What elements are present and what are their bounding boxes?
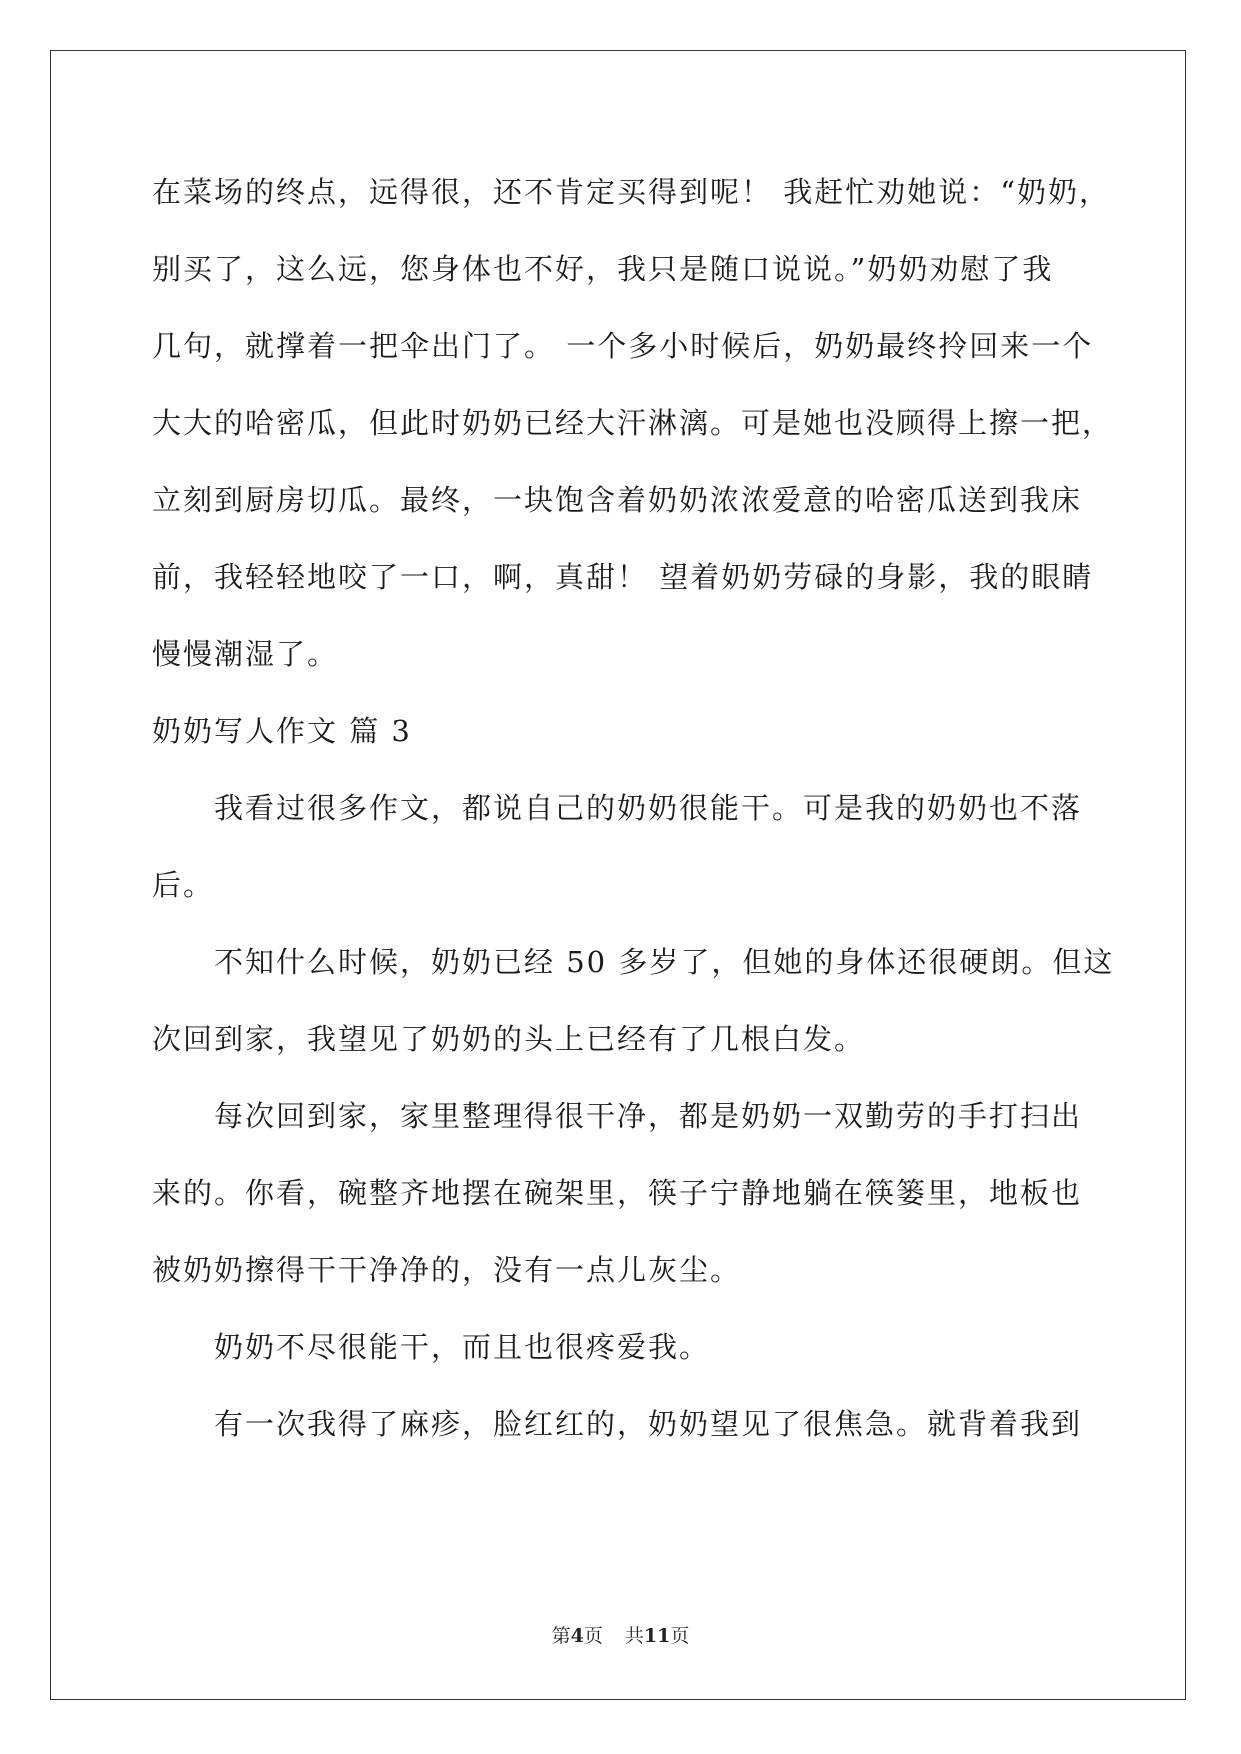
page-number: 4 [570,1625,584,1647]
paragraph-line: 来的。你看，碗整齐地摆在碗架里，筷子宁静地躺在筷篓里，地板也 [152,1176,1083,1210]
text-line: 大大的哈密瓜，但此时奶奶已经大汗淋漓。可是她也没顾得上擦一把， [152,406,1114,440]
paragraph-line: 有一次我得了麻疹，脸红红的，奶奶望见了很焦急。就背着我到 [214,1407,1083,1441]
paragraph-line: 不知什么时候，奶奶已经 50 多岁了，但她的身体还很硬朗。但这 [214,945,1115,979]
text-line: 别买了，这么远，您身体也不好，我只是随口说说。”奶奶劝慰了我 [152,252,1054,286]
text-line: 在菜场的终点，远得很，还不肯定买得到呢！ 我赶忙劝她说：“奶奶， [152,175,1111,209]
total-pages: 11 [643,1625,671,1647]
page-footer [0,1621,1241,1648]
text-line: 前，我轻轻地咬了一口，啊，真甜！ 望着奶奶劳碌的身影，我的眼睛 [152,560,1094,594]
paragraph-line: 被奶奶擦得干干净净的，没有一点儿灰尘。 [152,1253,742,1287]
text-line: 立刻到厨房切瓜。最终，一块饱含着奶奶浓浓爱意的哈密瓜送到我床 [152,483,1083,517]
paragraph-line: 每次回到家，家里整理得很干净，都是奶奶一双勤劳的手打扫出 [214,1099,1083,1133]
section-heading: 奶奶写人作文 篇 3 [152,714,412,748]
paragraph-line: 次回到家，我望见了奶奶的头上已经有了几根白发。 [152,1022,866,1056]
page-prefix: 第 [551,1625,571,1647]
paragraph-line: 我看过很多作文，都说自己的奶奶很能干。可是我的奶奶也不落 [214,791,1083,825]
paragraph-line: 奶奶不尽很能干，而且也很疼爱我。 [214,1330,711,1364]
paragraph-line: 后。 [152,868,215,902]
text-line: 慢慢潮湿了。 [152,637,339,671]
total-prefix: 共 [624,1625,644,1647]
page-suffix: 页 [583,1625,603,1647]
total-suffix: 页 [670,1625,690,1647]
text-line: 几句，就撑着一把伞出门了。 一个多小时候后，奶奶最终拎回来一个 [152,329,1094,363]
document-body [152,166,1115,1475]
